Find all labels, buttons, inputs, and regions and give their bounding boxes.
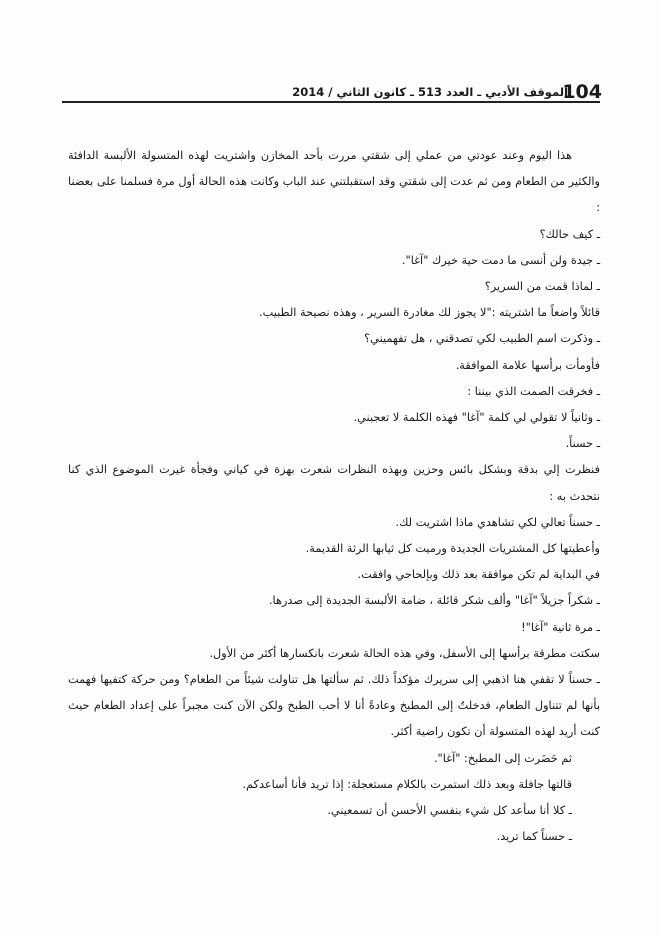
paragraph: ـ لماذا قمت من السرير؟ [484,280,600,294]
page-number: 104 [562,81,602,103]
paragraph: هذا اليوم وعند عودتي من عملي إلى شقتي مررت بأحد المخازن واشتريت لهذه المتسولة الألبسة الدافئة والكثير من الطعام ومن ثم عدت إلى شقتي وقد استقبلتني عند الباب وكانت هذه الحالة أول مرة فسلمنا على بعضنا : [68,149,600,215]
paragraph: ـ كلا أنا سأعد كل شيء بنفسي الأحسن أن تسمعيني. [327,804,572,818]
page-header [62,74,602,104]
paragraph: فنظرت إلي بدقة وبشكل بائس وحزين وبهذه النظرات شعرت بهزة في كياني وفجأة غيرت الموضوع الذي كنا نتحدث به : [68,463,600,503]
paragraph: وأعطيتها كل المشتريات الجديدة ورميت كل ثيابها الرثة القديمة. [305,542,600,556]
paragraph: ـ حسناً لا تقفي هنا اذهبي إلى سريرك مؤكداً ذلك. ثم سألتها هل تناولت شيئاً من الطعام؟ ومن حركة كتفيها فهمت بأنها لم تتناول الطعام، فدخلتُ إلى المطبخ وعادةً أنا لا أحب الطبخ ولكن الآن كنت مجبراً على إعداد الطعام حيث كنت أريد لهذه المتسولة أن تكون راضية أكثر. [68,673,600,739]
paragraph: ـ حسناً كما تريد. [496,830,572,844]
paragraph: ـ كيف حالك؟ [539,227,600,241]
paragraph: ـ وثانياً لا تقولي لي كلمة "آغا" فهذه الكلمة لا تعجبني. [353,411,600,425]
body-text [68,143,600,850]
paragraph: ـ جيدة ولن أنسى ما دمت حية خيرك "آغا". [401,253,600,267]
paragraph: في البداية لم تكن موافقة بعد ذلك وبإلحاحي وافقت. [357,568,600,582]
paragraph: ـ مرة ثانية "آغا"! [521,620,600,634]
paragraph: قالتها جافلة وبعد ذلك استمرت بالكلام مستعجلة: إذا تريد فأنا أساعدكم. [242,777,572,791]
paragraph: ـ فخرقت الصمت الذي بيننا : [467,384,600,398]
paragraph: ـ وذكرت اسم الطبيب لكي تصدقني ، هل تفهميني؟ [364,332,600,346]
paragraph: ـ شكراً جزيلاً "آغا" وألف شكر قائلة ، ضامة الألبسة الجديدة إلى صدرها. [268,594,600,608]
header-divider [62,101,600,103]
paragraph: سكتت مطرقة برأسها إلى الأسفل، وفي هذه الحالة شعرت بانكسارها أكثر من الأول. [209,646,600,660]
paragraph: ـ حسناً تعالي لكي تشاهدي ماذا اشتريت لك. [395,515,600,529]
paragraph: فأومأت برأسها علامة الموافقة. [455,358,600,372]
paragraph: ـ حسناً. [565,437,600,451]
running-head: الموقف الأدبي ـ العدد 513 ـ كانون الثاني / 2014 [292,85,568,99]
paragraph: ثم حَضَرت إلى المطبخ: "آغا". [433,751,572,765]
paragraph: قائلاً واضعاً ما اشتريته :"لا يجوز لك مغادرة السرير ، وهذه نصيحة الطبيب. [259,306,600,320]
